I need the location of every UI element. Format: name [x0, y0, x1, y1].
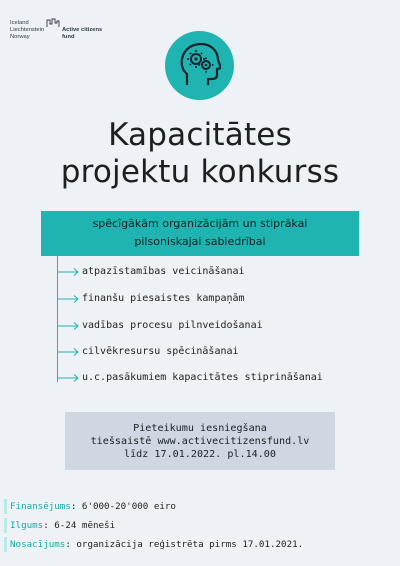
list-item-text: finanšu piesaistes kampaņām: [82, 293, 245, 304]
arrow-right-icon: [57, 371, 81, 385]
info-accent-bar: [4, 518, 7, 533]
info-accent-bar: [4, 499, 7, 514]
application-line: Pieteikumu iesniegšana: [133, 423, 267, 434]
arrow-right-icon: [57, 319, 81, 333]
list-item-text: cilvēkresursu spēcināšanai: [82, 346, 239, 357]
list-item-text: atpazīstamības veicināšanai: [82, 266, 245, 277]
info-label: Finansējums: [10, 501, 71, 512]
head-gears-icon: [179, 43, 221, 87]
info-value: : organizācija reģistrēta pirms 17.01.2021.: [65, 539, 304, 550]
subtitle-banner: [41, 211, 359, 256]
badge: [165, 31, 234, 100]
info-label: Ilgums: [10, 520, 44, 531]
banner-line: pilsoniskajai sabiedrībai: [134, 235, 266, 248]
info-accent-bar: [4, 537, 7, 552]
title-line: projektu konkurss: [60, 154, 340, 190]
arrow-right-icon: [57, 265, 81, 279]
list-item-text: vadības procesu pilnveidošanai: [82, 320, 263, 331]
page-title: [0, 117, 400, 191]
title-line: Kapacitātes: [108, 117, 292, 153]
info-label: Nosacījums: [10, 539, 66, 550]
info-duration: [10, 519, 115, 532]
application-line: tiešsaistē www.activecitizensfund.lv: [90, 436, 310, 447]
info-value: : 6-24 mēneši: [43, 520, 116, 531]
application-box: [65, 412, 335, 470]
logo-country: Norway: [10, 34, 30, 40]
info-condition: [10, 538, 303, 551]
info-funding: [10, 500, 176, 513]
logo-country: Liechtenstein: [10, 27, 45, 33]
list-item-text: u.c.pasākumiem kapacitātes stiprināšanai: [82, 372, 323, 383]
arrow-right-icon: [57, 292, 81, 306]
arrow-right-icon: [57, 345, 81, 359]
logo-fund-name: Active citizens fund: [62, 27, 103, 40]
logo-country: Iceland: [10, 20, 29, 26]
banner-line: spēcīgākām organizācijām un stiprākai: [92, 217, 308, 230]
application-line: līdz 17.01.2022. pl.14.00: [124, 449, 276, 460]
logo-mark-icon: [46, 18, 60, 28]
info-value: : 6'000-20'000 eiro: [70, 501, 176, 512]
